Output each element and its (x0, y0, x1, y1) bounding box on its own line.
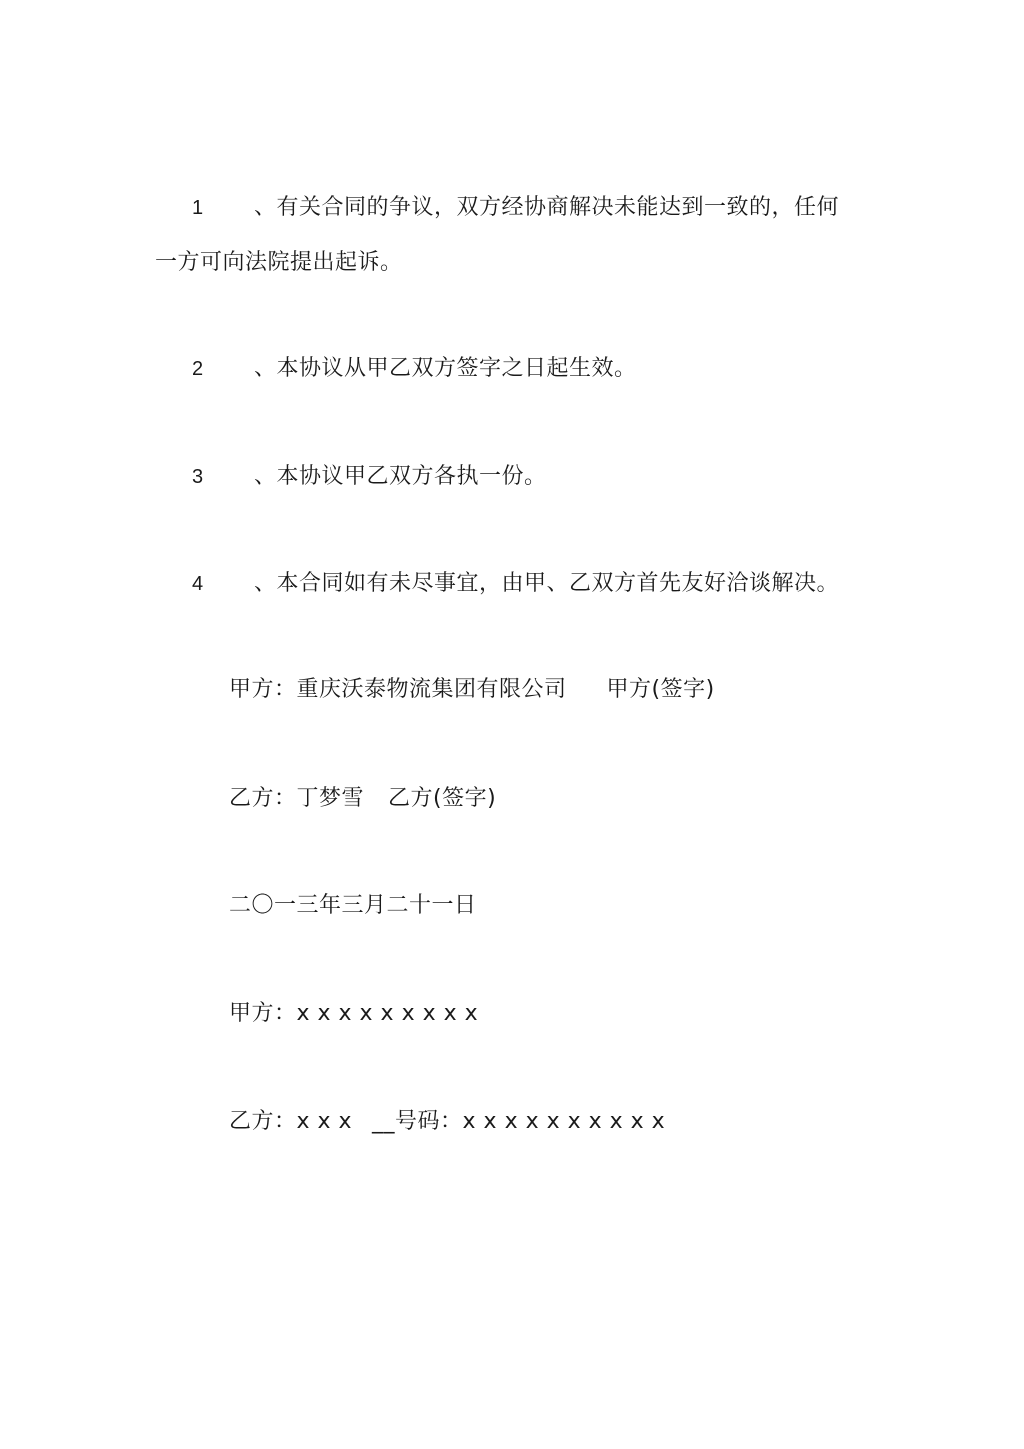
party-a-x-line (229, 999, 478, 1029)
party-b-label: 乙方：丁梦雪 (229, 786, 365, 811)
party-a-signature-line (229, 675, 715, 705)
clause-1-text: 、有关合同的争议，双方经协商解决未能达到一致的，任何 (254, 195, 840, 220)
clause-1-number: 1 (192, 197, 204, 219)
clause-4 (192, 569, 839, 599)
party-b-x: 乙方：x x x (229, 1109, 353, 1134)
clause-1-text-continued: 一方可向法院提出起诉。 (155, 250, 403, 275)
clause-2-text: 、本协议从甲乙双方签字之日起生效。 (254, 356, 637, 381)
clause-1-line-2 (155, 248, 403, 278)
party-b-signature-line (229, 784, 496, 814)
party-a-sign: 甲方(签字) (606, 677, 715, 702)
party-a-x: 甲方：x x x x x x x x x (229, 1001, 479, 1026)
party-b-x-line (229, 1107, 665, 1137)
clause-2-number: 2 (192, 358, 204, 380)
clause-3 (192, 462, 547, 492)
date-line (229, 891, 477, 921)
clause-4-text: 、本合同如有未尽事宜，由甲、乙双方首先友好洽谈解决。 (254, 571, 840, 596)
number-label: 号码：x x x x x x x x x x (395, 1109, 666, 1134)
clause-3-number: 3 (192, 466, 204, 488)
blank-underline: __ (372, 1109, 396, 1134)
party-b-sign: 乙方(签字) (388, 786, 497, 811)
clause-4-number: 4 (192, 573, 204, 595)
clause-3-text: 、本协议甲乙双方各执一份。 (254, 464, 547, 489)
clause-1-line-1 (192, 193, 839, 223)
party-a-label: 甲方：重庆沃泰物流集团有限公司 (229, 677, 567, 702)
signing-date: 二〇一三年三月二十一日 (229, 893, 477, 918)
clause-2 (192, 354, 637, 384)
